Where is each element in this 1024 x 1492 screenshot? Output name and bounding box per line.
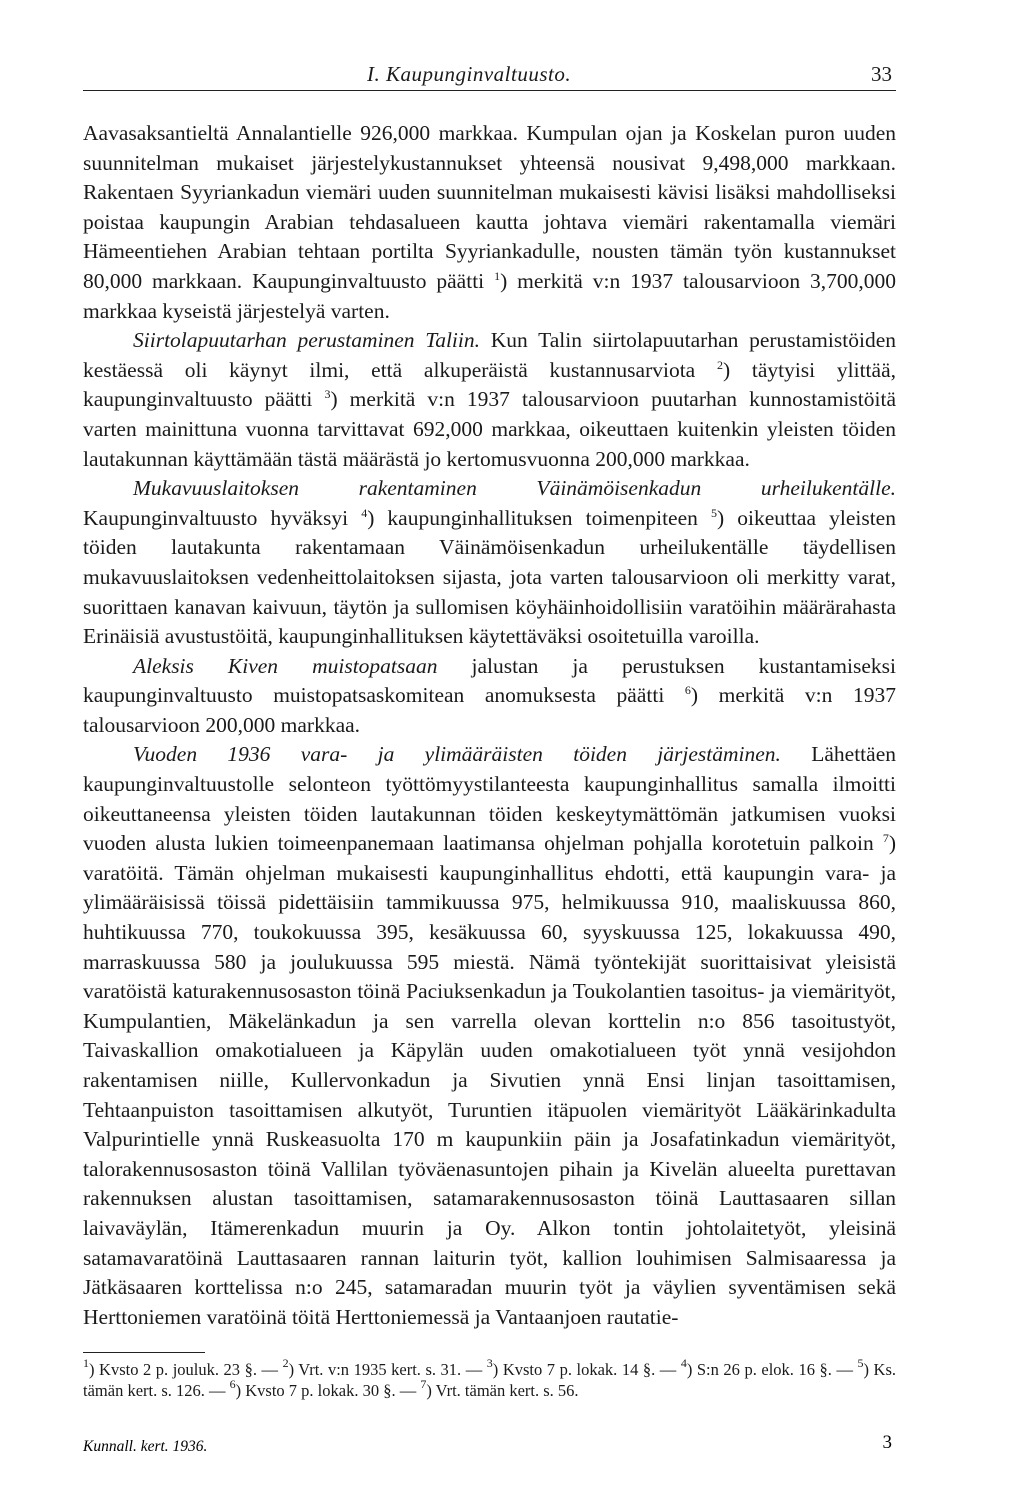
signature-mark: Kunnall. kert. 1936.	[83, 1438, 208, 1455]
footnote-divider	[83, 1352, 205, 1353]
text-run: ) Kvsto 7 p. lokak. 14 §. —	[492, 1360, 681, 1380]
text-run: ) varatöitä. Tämän ohjelman mukaisesti kaupunginhallitus ehdotti, että kaupungin vara- ja ylimääräisissä töissä pidettäisiin tammikuussa 975, helmikuussa 910, maaliskuussa 860, huhtikuussa 770, toukokuussa 395, kesäkuussa 60, syyskuussa 125, lokakuussa 490, marraskuussa 580 ja joulukuussa 595 miestä. Nämä työntekijät suorittaisivat yleisistä varatöistä katurakennusosaston töinä Paciuksenkadun ja Toukolantien tasoitus- ja viemärityöt, Kumpulantien, Mäkelänkadun ja sen varrella olevan korttelin n:o 856 tasoitustyöt, Taivaskallion omakotialueen ja Käpylän uuden omakotialueen työt ynnä vesijohdon rakentamisen niille, Kullervonkadun ja Sivutien ynnä Ensi linjan tasoittamisen, Tehtaanpuiston tasoittamisen alkutyöt, Turuntien itäpuolen viemärityöt Lääkärinkadulta Valpurintielle ynnä Ruskeasuolta 170 m kaupunkiin päin ja Josafatinkadun viemärityöt, talorakennusosaston töinä Vallilan työväenasuntojen pihain ja Kivelän alueelta purettavan rakennuksen alustan tasoittamisen, satamarakennusosaston töinä Lauttasaaren sillan laivaväylän, Itämerenkadun muurin ja Oy. Alkon tontin johtolaitetyöt, yleisinä satamavaratöinä Lauttasaaren rannan laiturin työt, kallion louhimisen Salmisaaressa ja Jätkäsaaren korttelissa n:o 245, satamaradan muurin työt ja väylien syventämisen sekä Herttoniemen varatöinä töitä Herttoniemessä ja Vantaanjoen rautatie-	[83, 831, 896, 1329]
footnote-marker: 1	[83, 1356, 89, 1371]
section-heading: Mukavuuslaitoksen rakentaminen Väinämöisenkadun urheilukentälle.	[133, 476, 896, 501]
page-footer	[83, 1432, 896, 1464]
footnote-marker: 6	[229, 1377, 236, 1392]
text-run: ) oikeuttaa yleisten töiden lautakunta rakentamaan Väinämöisenkadun urheilukentälle täydellisen mukavuuslaitoksen vedenheittolaitoksen sijasta, jota varten talousarvioon oli merkitty varat, suorittaen kanavan kaivuun, täytön ja sullomisen köyhäinhoidollisiin varatöihin määrärahasta Erinäisiä avustustöitä, kaupunginhallituksen käytettäväksi osoitetuilla varoilla.	[83, 505, 896, 649]
sheet-number: 3	[882, 1432, 892, 1453]
footnote-marker: 1	[494, 268, 501, 283]
text-run: jalustan ja perustuksen kustantamiseksi kaupunginvaltuusto muistopatsaskomitean anomuksesta päätti	[83, 653, 897, 708]
section-heading: Siirtolapuutarhan perustaminen Taliin.	[133, 328, 480, 353]
text-run: ) Kvsto 2 p. jouluk. 23 §. —	[89, 1360, 283, 1380]
paragraph	[83, 474, 896, 652]
footnote-marker: 3	[324, 387, 331, 402]
section-heading: Aleksis Kiven muistopatsaan	[133, 653, 438, 678]
running-header	[83, 60, 896, 91]
footnote-marker: 5	[710, 505, 717, 520]
text-run: ) Vrt. v:n 1935 kert. s. 31. —	[288, 1360, 487, 1380]
footnote-marker: 3	[486, 1356, 493, 1371]
footnote-marker: 2	[716, 357, 723, 372]
text-run: Lähettäen kaupunginvaltuustolle selonteon työttömyystilanteesta kaupunginhallitus samalla ilmoitti oikeuttaneensa yleisten töiden lautakunnan töiden keskeytymättömän jatkumisen vuoksi vuoden alusta lukien toimeenpanemaan laatimansa ohjelman pohjalla korotetuin palkoin	[83, 742, 896, 856]
paragraph	[83, 740, 896, 1332]
text-run: Kaupunginvaltuusto hyväksyi	[83, 505, 362, 530]
chapter-title: I. Kaupunginvaltuusto.	[367, 62, 572, 86]
footnote-marker: 7	[420, 1377, 427, 1392]
text-run: Aavasaksantieltä Annalantielle 926,000 markkaa. Kumpulan ojan ja Koskelan puron uuden suunnitelman mukaiset järjestelykustannukset yhteensä nousivat 9,498,000 markkaan. Rakentaen Syyriankadun viemäri uuden suunnitelman mukaisesti kävisi lisäksi mahdolliseksi poistaa kaupungin Arabian tehdasalueen kautta johtava viemäri rakentamalla viemäri Hämeentiehen Arabian tehtaan portilta Syyriankadulle, nousten tämän työn kustannukset 80,000 markkaan. Kaupunginvaltuusto päätti	[83, 121, 896, 293]
page-number: 33	[871, 62, 892, 86]
body-text	[83, 119, 896, 1332]
text-run: ) merkitä v:n 1937 talousarvioon puutarhan kunnostamistöitä varten mainittuna vuonna tarvittavat 692,000 markkaa, oikeuttaen kuitenkin yleisten töiden lautakunnan käyttämään tästä määrästä jo kertomusvuonna 200,000 markkaa.	[83, 387, 896, 471]
document-page	[83, 60, 896, 1401]
paragraph	[83, 119, 896, 326]
text-run: ) kaupunginhallituksen toimenpiteen	[367, 505, 711, 530]
text-run: ) merkitä v:n 1937 talousarvioon 3,700,000 markkaa kyseistä järjestelyä varten.	[83, 268, 897, 323]
footnote-marker: 4	[680, 1356, 687, 1371]
footnote-marker: 2	[282, 1356, 289, 1371]
text-run: ) merkitä v:n 1937 talousarvioon 200,000 markkaa.	[83, 683, 896, 737]
paragraph	[83, 652, 896, 741]
footnote-marker: 6	[684, 683, 691, 698]
section-heading: Vuoden 1936 vara- ja ylimääräisten töiden järjestäminen.	[133, 742, 781, 767]
text-run: Kun Talin siirtolapuutarhan perustamistöiden kestäessä oli käynyt ilmi, että alkuperäistä kustannusarviota	[83, 328, 896, 382]
text-run: ) Vrt. tämän kert. s. 56.	[426, 1381, 579, 1401]
footnote-marker: 4	[361, 505, 368, 520]
text-run: ) S:n 26 p. elok. 16 §. —	[686, 1360, 858, 1380]
text-run: ) Ks. tämän kert. s. 126. —	[83, 1360, 896, 1401]
paragraph	[83, 326, 896, 474]
text-run: ) Kvsto 7 p. lokak. 30 §. —	[235, 1381, 421, 1401]
footnote-marker: 7	[882, 831, 889, 846]
footnotes	[83, 1356, 896, 1401]
text-run: ) täytyisi ylittää, kaupunginvaltuusto päätti	[83, 357, 896, 412]
footnote-marker: 5	[857, 1356, 864, 1371]
